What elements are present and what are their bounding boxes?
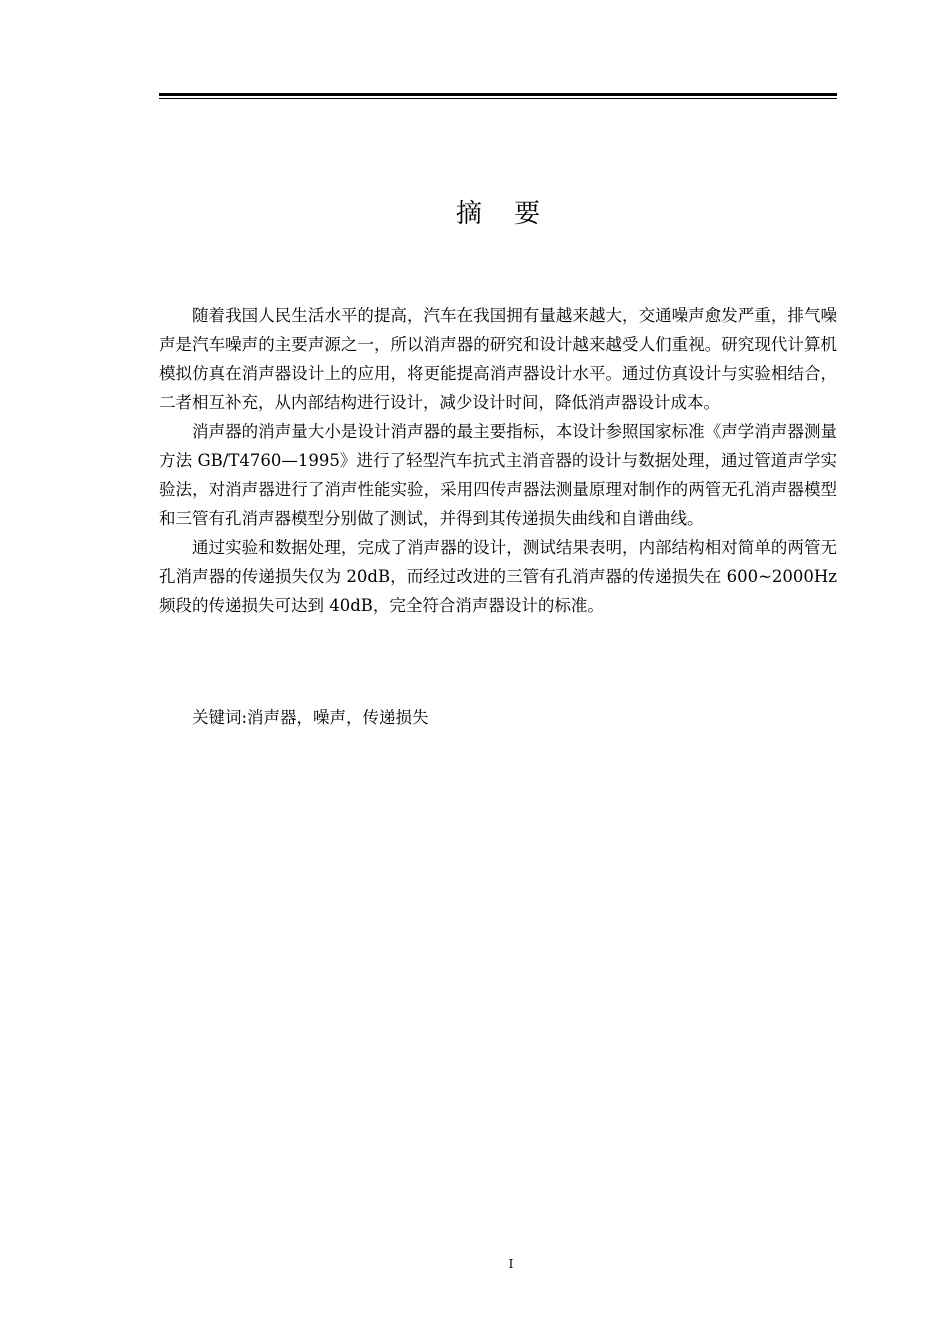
abstract-paragraph-3: 通过实验和数据处理，完成了消声器的设计，测试结果表明，内部结构相对简单的两管无孔消声器的传递损失仅为 20dB，而经过改进的三管有孔消声器的传递损失在 600~2000Hz 频段的传递损失可达到 40dB，完全符合消声器设计的标准。 <box>159 538 837 615</box>
header-rule-thin-line <box>159 98 837 99</box>
abstract-title: 摘 要 <box>455 199 553 229</box>
page-number: I <box>508 1257 514 1271</box>
abstract-paragraph-1: 随着我国人民生活水平的提高，汽车在我国拥有量越来越大，交通噪声愈发严重，排气噪声是汽车噪声的主要声源之一，所以消声器的研究和设计越来越受人们重视。研究现代计算机模拟仿真在消声器设计上的应用，将更能提高消声器设计水平。通过仿真设计与实验相结合，二者相互补充，从内部结构进行设计，减少设计时间，降低消声器设计成本。 <box>159 306 837 412</box>
header-rule <box>159 93 837 99</box>
header-rule-thick-line <box>159 93 837 96</box>
keywords-line: 关键词:消声器，噪声，传递损失 <box>192 708 429 727</box>
abstract-paragraph-2: 消声器的消声量大小是设计消声器的最主要指标，本设计参照国家标准《声学消声器测量方法 GB/T4760—1995》进行了轻型汽车抗式主消音器的设计与数据处理，通过管道声学实验法，对消声器进行了消声性能实验，采用四传声器法测量原理对制作的两管无孔消声器模型和三管有孔消声器模型分别做了测试，并得到其传递损失曲线和自谱曲线。 <box>159 422 837 528</box>
abstract-body <box>159 301 837 620</box>
